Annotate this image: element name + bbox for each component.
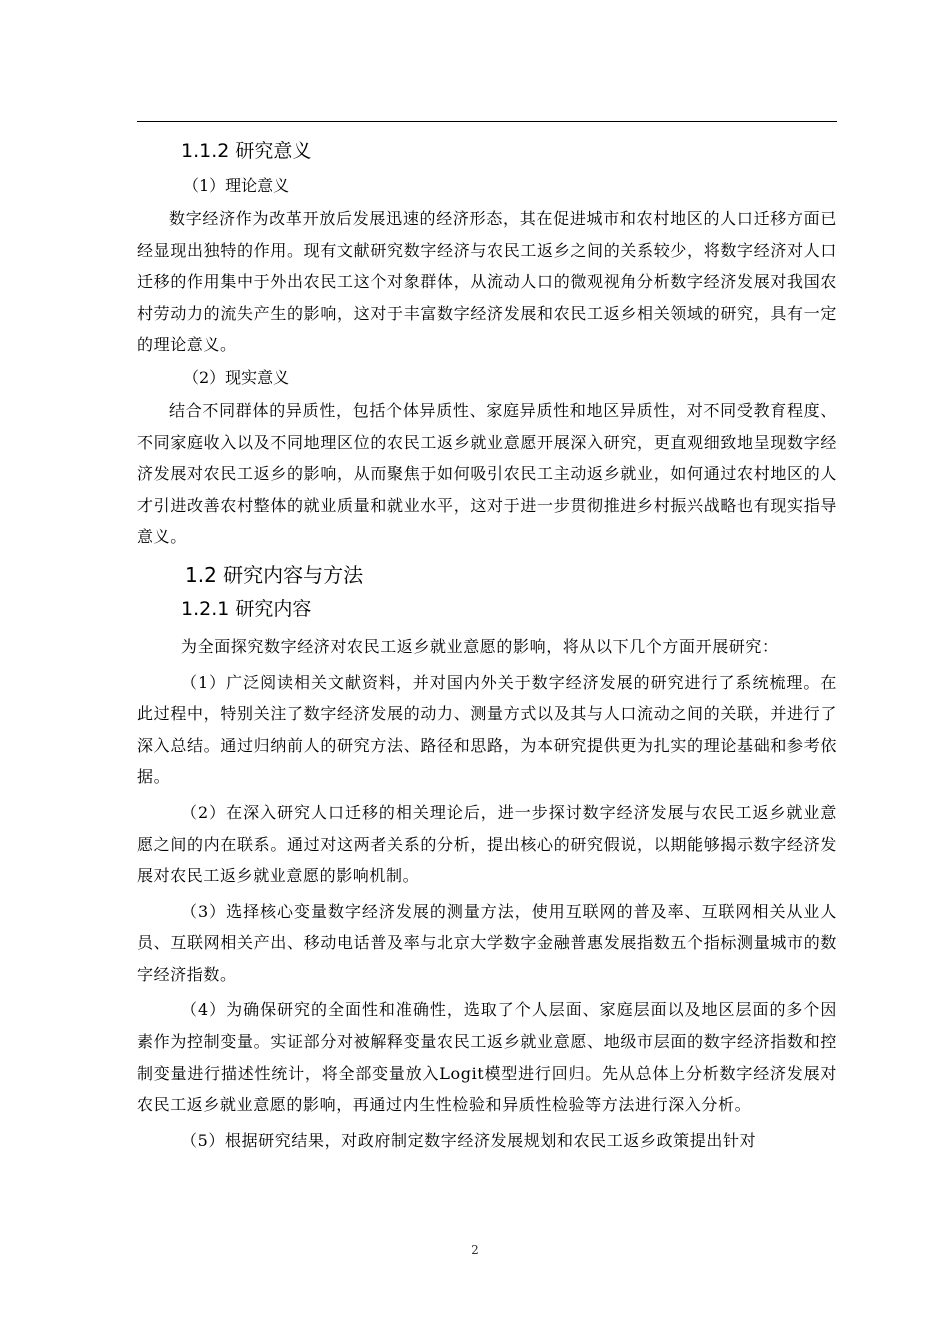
list-item-1: （1）广泛阅读相关文献资料，并对国内外关于数字经济发展的研究进行了系统梳理。在此过程中，特别关注了数字经济发展的动力、测量方式以及其与人口流动之间的关联，并进行了深入总结。通过归纳前人的研究方法、路径和思路，为本研究提供更为扎实的理论基础和参考依据。 (137, 672, 837, 787)
list-item-5: （5）根据研究结果，对政府制定数字经济发展规划和农民工返乡政策提出针对 (181, 1130, 757, 1150)
paragraph-practice: 结合不同群体的异质性，包括个体异质性、家庭异质性和地区异质性，对不同受教育程度、不同家庭收入以及不同地理区位的农民工返乡就业意愿开展深入研究，更直观细致地呈现数字经济发展对农民工返乡的影响，从而聚焦于如何吸引农民工主动返乡就业，如何通过农村地区的人才引进改善农村整体的就业质量和就业水平，这对于进一步贯彻推进乡村振兴战略也有现实指导意义。 (137, 400, 837, 547)
list-item-3: （3）选择核心变量数字经济发展的测量方法，使用互联网的普及率、互联网相关从业人员、互联网相关产出、移动电话普及率与北京大学数字金融普惠发展指数五个指标测量城市的数字经济指数。 (137, 901, 837, 984)
page-number: 2 (471, 1243, 479, 1257)
paragraph-intro: 为全面探究数字经济对农民工返乡就业意愿的影响，将从以下几个方面开展研究： (181, 636, 779, 656)
list-item-2: （2）在深入研究人口迁移的相关理论后，进一步探讨数字经济发展与农民工返乡就业意愿之间的内在联系。通过对这两者关系的分析，提出核心的研究假说，以期能够揭示数字经济发展对农民工返乡就业意愿的影响机制。 (137, 802, 837, 886)
heading-1-2: 1.2 研究内容与方法 (185, 562, 364, 587)
header-rule (137, 121, 837, 122)
subheading-theory: （1）理论意义 (183, 176, 290, 195)
subheading-practice: （2）现实意义 (183, 367, 290, 387)
paragraph-theory: 数字经济作为改革开放后发展迅速的经济形态，其在促进城市和农村地区的人口迁移方面已经显现出独特的作用。现有文献研究数字经济与农民工返乡之间的关系较少，将数字经济对人口迁移的作用集中于外出农民工这个对象群体，从流动人口的微观视角分析数字经济发展对我国农村劳动力的流失产生的影响，这对于丰富数字经济发展和农民工返乡相关领域的研究，具有一定的理论意义。 (137, 209, 837, 355)
heading-1-2-1: 1.2.1 研究内容 (181, 597, 312, 620)
page-body (137, 135, 837, 1156)
heading-1-1-2: 1.1.2 研究意义 (181, 140, 312, 162)
list-item-4: （4）为确保研究的全面性和准确性，选取了个人层面、家庭层面以及地区层面的多个因素作为控制变量。实证部分对被解释变量农民工返乡就业意愿、地级市层面的数字经济指数和控制变量进行描述性统计，将全部变量放入Logit模型进行回归。先从总体上分析数字经济发展对农民工返乡就业意愿的影响，再通过内生性检验和异质性检验等方法进行深入分析。 (137, 1000, 837, 1115)
